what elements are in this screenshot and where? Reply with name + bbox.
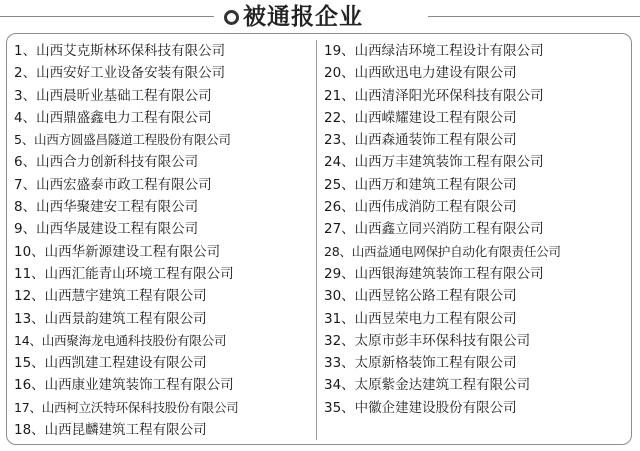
list-item: 29、山西银海建筑装饰工程有限公司	[324, 265, 544, 282]
list-item: 1、山西艾克斯林环保科技有限公司	[14, 43, 226, 59]
list-item: 3、山西晨昕业基础工程有限公司	[14, 87, 212, 104]
list-item: 6、山西合力创新科技有限公司	[14, 154, 199, 171]
list-item: 26、山西伟成消防工程有限公司	[324, 199, 517, 216]
list-item: 9、山西华晟建设工程有限公司	[14, 221, 199, 238]
list-item: 19、山西绿洁环境工程设计有限公司	[324, 43, 544, 59]
list-item: 8、山西华聚建安工程有限公司	[14, 199, 199, 216]
list-item: 27、山西鑫立同兴消防工程有限公司	[324, 221, 544, 238]
list-item: 14、山西聚海龙电通科技股份有限公司	[14, 332, 227, 348]
title-rule-left	[0, 16, 214, 17]
page-title: 被通报企业	[243, 4, 363, 30]
list-item: 7、山西宏盛泰市政工程有限公司	[14, 176, 212, 193]
list-item: 20、山西欧迅电力建设有限公司	[324, 65, 517, 82]
list-item: 34、太原紫金达建筑工程有限公司	[324, 377, 531, 394]
list-item: 24、山西万丰建筑装饰工程有限公司	[324, 154, 544, 171]
list-item: 2、山西安好工业设备安装有限公司	[14, 65, 226, 82]
list-item: 15、山西凯建工程建设有限公司	[14, 355, 207, 372]
company-list-right	[324, 40, 628, 419]
list-item: 30、山西昱铭公路工程有限公司	[324, 288, 517, 305]
column-divider	[316, 40, 317, 440]
list-item: 35、中徽企建建设股份有限公司	[324, 399, 517, 416]
list-item: 33、太原新格装饰工程有限公司	[324, 355, 517, 372]
list-item: 11、山西汇能青山环境工程有限公司	[14, 265, 234, 282]
title-rule-right	[428, 16, 640, 17]
circle-bullet-icon	[224, 10, 239, 25]
list-item: 22、山西嵘耀建设工程有限公司	[324, 109, 517, 126]
list-item: 17、山西柯立沃特环保科技股份有限公司	[14, 399, 239, 415]
title-bar	[0, 0, 640, 32]
list-item: 25、山西万和建筑工程有限公司	[324, 176, 517, 193]
list-item: 4、山西鼎盛鑫电力工程有限公司	[14, 109, 212, 126]
company-list-left	[14, 40, 312, 441]
list-item: 13、山西景韵建筑工程有限公司	[14, 310, 207, 327]
list-item: 5、山西方圆盛昌隧道工程股份有限公司	[14, 132, 231, 148]
list-item: 21、山西清泽阳光环保科技有限公司	[324, 87, 544, 104]
list-item: 31、山西昱荣电力工程有限公司	[324, 310, 517, 327]
list-item: 16、山西康业建筑装饰工程有限公司	[14, 377, 234, 394]
list-item: 10、山西华新源建设工程有限公司	[14, 243, 221, 260]
list-item: 32、太原市彭丰环保科技有限公司	[324, 332, 531, 349]
list-item: 23、山西森通装饰工程有限公司	[324, 132, 517, 149]
list-item: 18、山西昆麟建筑工程有限公司	[14, 422, 207, 439]
list-item: 28、山西益通电网保护自动化有限责任公司	[324, 243, 561, 259]
list-item: 12、山西慧宇建筑工程有限公司	[14, 288, 207, 305]
title-group	[224, 3, 363, 31]
